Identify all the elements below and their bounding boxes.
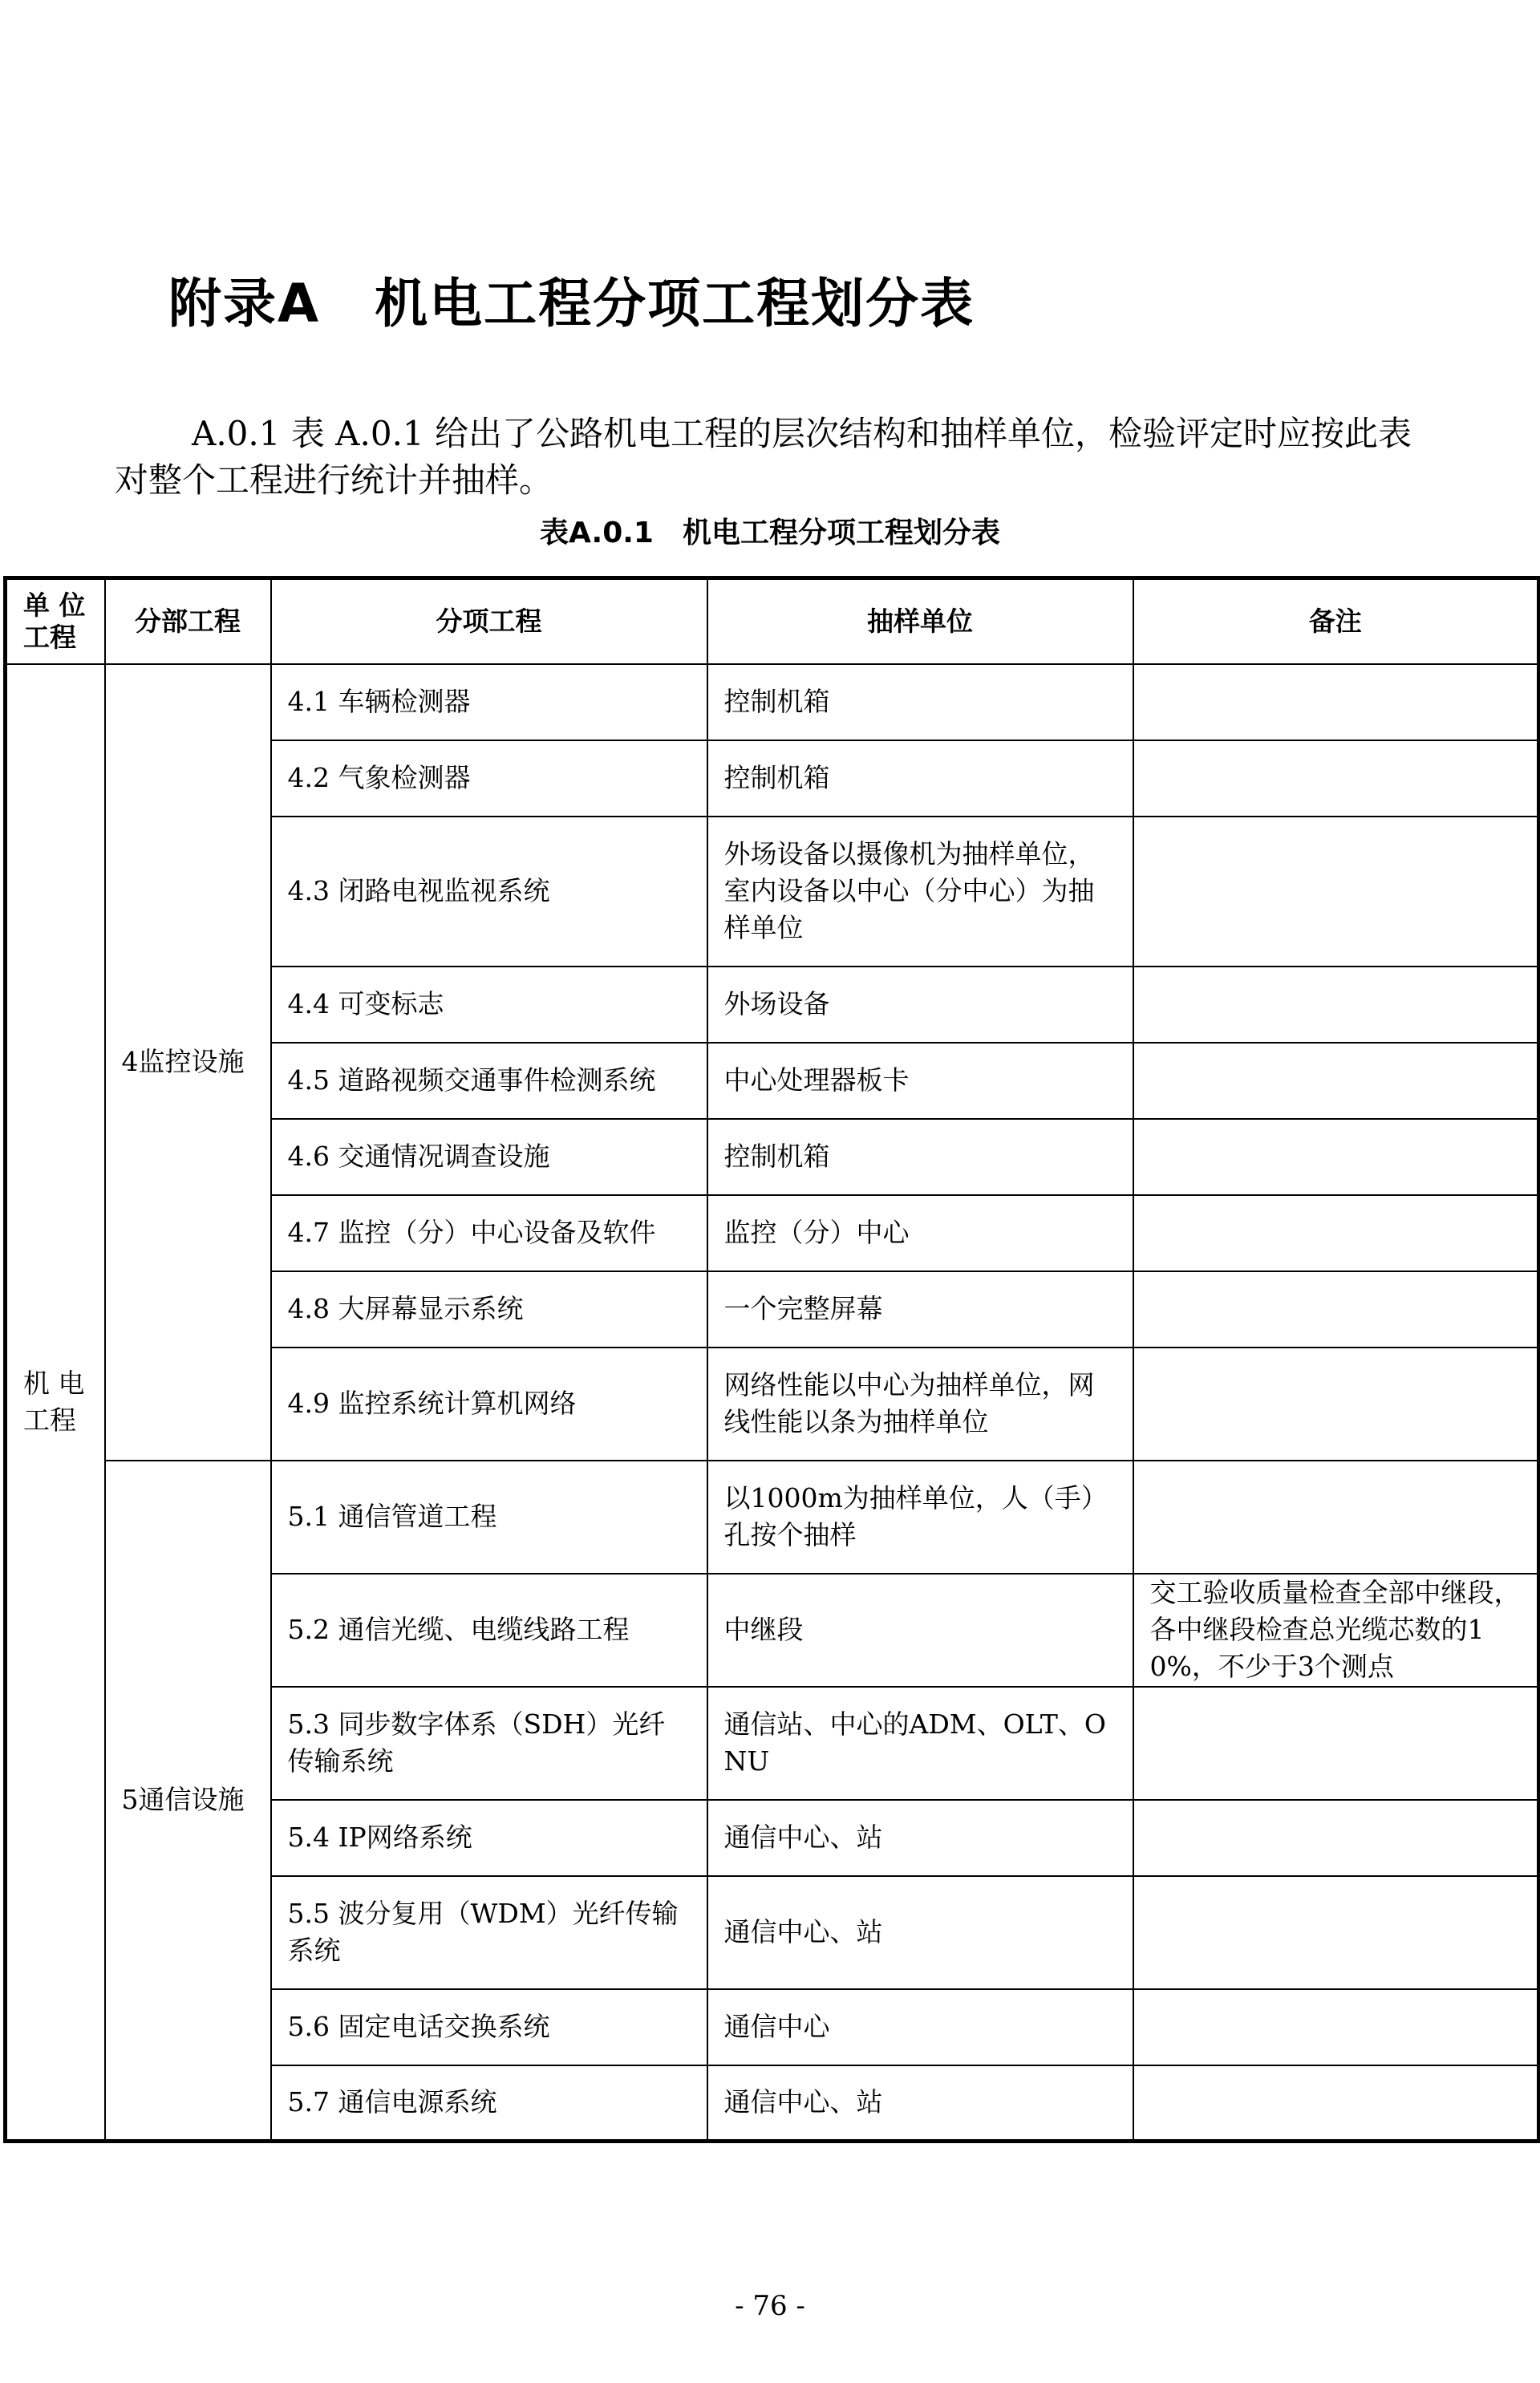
remark-cell	[1133, 2065, 1539, 2142]
header-subitem: 分项工程	[271, 578, 707, 664]
subitem-cell: 5.3 同步数字体系（SDH）光纤传输系统	[271, 1687, 707, 1800]
table-header-row	[6, 578, 1539, 664]
sampling-cell: 通信中心、站	[707, 2065, 1133, 2142]
sampling-cell: 中心处理器板卡	[707, 1043, 1133, 1119]
remark-cell	[1133, 817, 1539, 967]
header-remarks: 备注	[1133, 578, 1539, 664]
subitem-cell: 4.5 道路视频交通事件检测系统	[271, 1043, 707, 1119]
division-cell-monitoring: 4监控设施	[105, 664, 271, 1461]
remark-cell	[1133, 1461, 1539, 1574]
sampling-cell: 以1000m为抽样单位，人（手）孔按个抽样	[707, 1461, 1133, 1574]
sampling-cell: 外场设备以摄像机为抽样单位，室内设备以中心（分中心）为抽样单位	[707, 817, 1133, 967]
remark-cell	[1133, 1043, 1539, 1119]
header-unit: 单 位 工程	[6, 578, 105, 664]
intro-paragraph: A.0.1 表 A.0.1 给出了公路机电工程的层次结构和抽样单位，检验评定时应按此表对整个工程进行统计并抽样。	[115, 414, 1412, 500]
header-division: 分部工程	[105, 578, 271, 664]
subitem-cell: 5.6 固定电话交换系统	[271, 1989, 707, 2065]
remark-cell	[1133, 1800, 1539, 1876]
remark-cell	[1133, 1989, 1539, 2065]
remark-cell	[1133, 967, 1539, 1043]
remark-cell	[1133, 740, 1539, 817]
header-sampling: 抽样单位	[707, 578, 1133, 664]
sampling-cell: 通信中心	[707, 1989, 1133, 2065]
subitem-cell: 4.9 监控系统计算机网络	[271, 1348, 707, 1461]
page-number: - 76 -	[735, 2290, 805, 2322]
page-title: 附录A 机电工程分项工程划分表	[168, 273, 975, 334]
subitem-cell: 4.6 交通情况调查设施	[271, 1119, 707, 1195]
subitem-cell: 4.7 监控（分）中心设备及软件	[271, 1195, 707, 1271]
sampling-cell: 控制机箱	[707, 1119, 1133, 1195]
subitem-cell: 5.5 波分复用（WDM）光纤传输系统	[271, 1876, 707, 1989]
sampling-cell: 监控（分）中心	[707, 1195, 1133, 1271]
subitem-cell: 4.8 大屏幕显示系统	[271, 1271, 707, 1348]
subitem-cell: 4.4 可变标志	[271, 967, 707, 1043]
remark-cell	[1133, 664, 1539, 740]
remark-cell	[1133, 1348, 1539, 1461]
sampling-cell: 外场设备	[707, 967, 1133, 1043]
remark-cell	[1133, 1119, 1539, 1195]
sampling-cell: 通信中心、站	[707, 1800, 1133, 1876]
table-caption: 表A.0.1 机电工程分项工程划分表	[540, 517, 1000, 549]
remark-cell: 交工验收质量检查全部中继段，各中继段检查总光缆芯数的10%，不少于3个测点	[1133, 1574, 1539, 1687]
sampling-cell: 通信中心、站	[707, 1876, 1133, 1989]
sampling-cell: 控制机箱	[707, 664, 1133, 740]
sampling-cell: 控制机箱	[707, 740, 1133, 817]
subitem-cell: 5.1 通信管道工程	[271, 1461, 707, 1574]
sampling-cell: 网络性能以中心为抽样单位，网线性能以条为抽样单位	[707, 1348, 1133, 1461]
division-cell-communication: 5通信设施	[105, 1461, 271, 2142]
remark-cell	[1133, 1271, 1539, 1348]
subitem-cell: 5.2 通信光缆、电缆线路工程	[271, 1574, 707, 1687]
subitem-cell: 5.7 通信电源系统	[271, 2065, 707, 2142]
subitem-cell: 4.1 车辆检测器	[271, 664, 707, 740]
table-row	[6, 1461, 1539, 1574]
sampling-cell: 中继段	[707, 1574, 1133, 1687]
subitem-cell: 5.4 IP网络系统	[271, 1800, 707, 1876]
remark-cell	[1133, 1876, 1539, 1989]
sampling-cell: 一个完整屏幕	[707, 1271, 1133, 1348]
remark-cell	[1133, 1195, 1539, 1271]
division-table	[3, 576, 1540, 2143]
table-row	[6, 664, 1539, 740]
subitem-cell: 4.3 闭路电视监视系统	[271, 817, 707, 967]
remark-cell	[1133, 1687, 1539, 1800]
subitem-cell: 4.2 气象检测器	[271, 740, 707, 817]
sampling-cell: 通信站、中心的ADM、OLT、ONU	[707, 1687, 1133, 1800]
unit-cell: 机 电 工程	[6, 664, 105, 2142]
